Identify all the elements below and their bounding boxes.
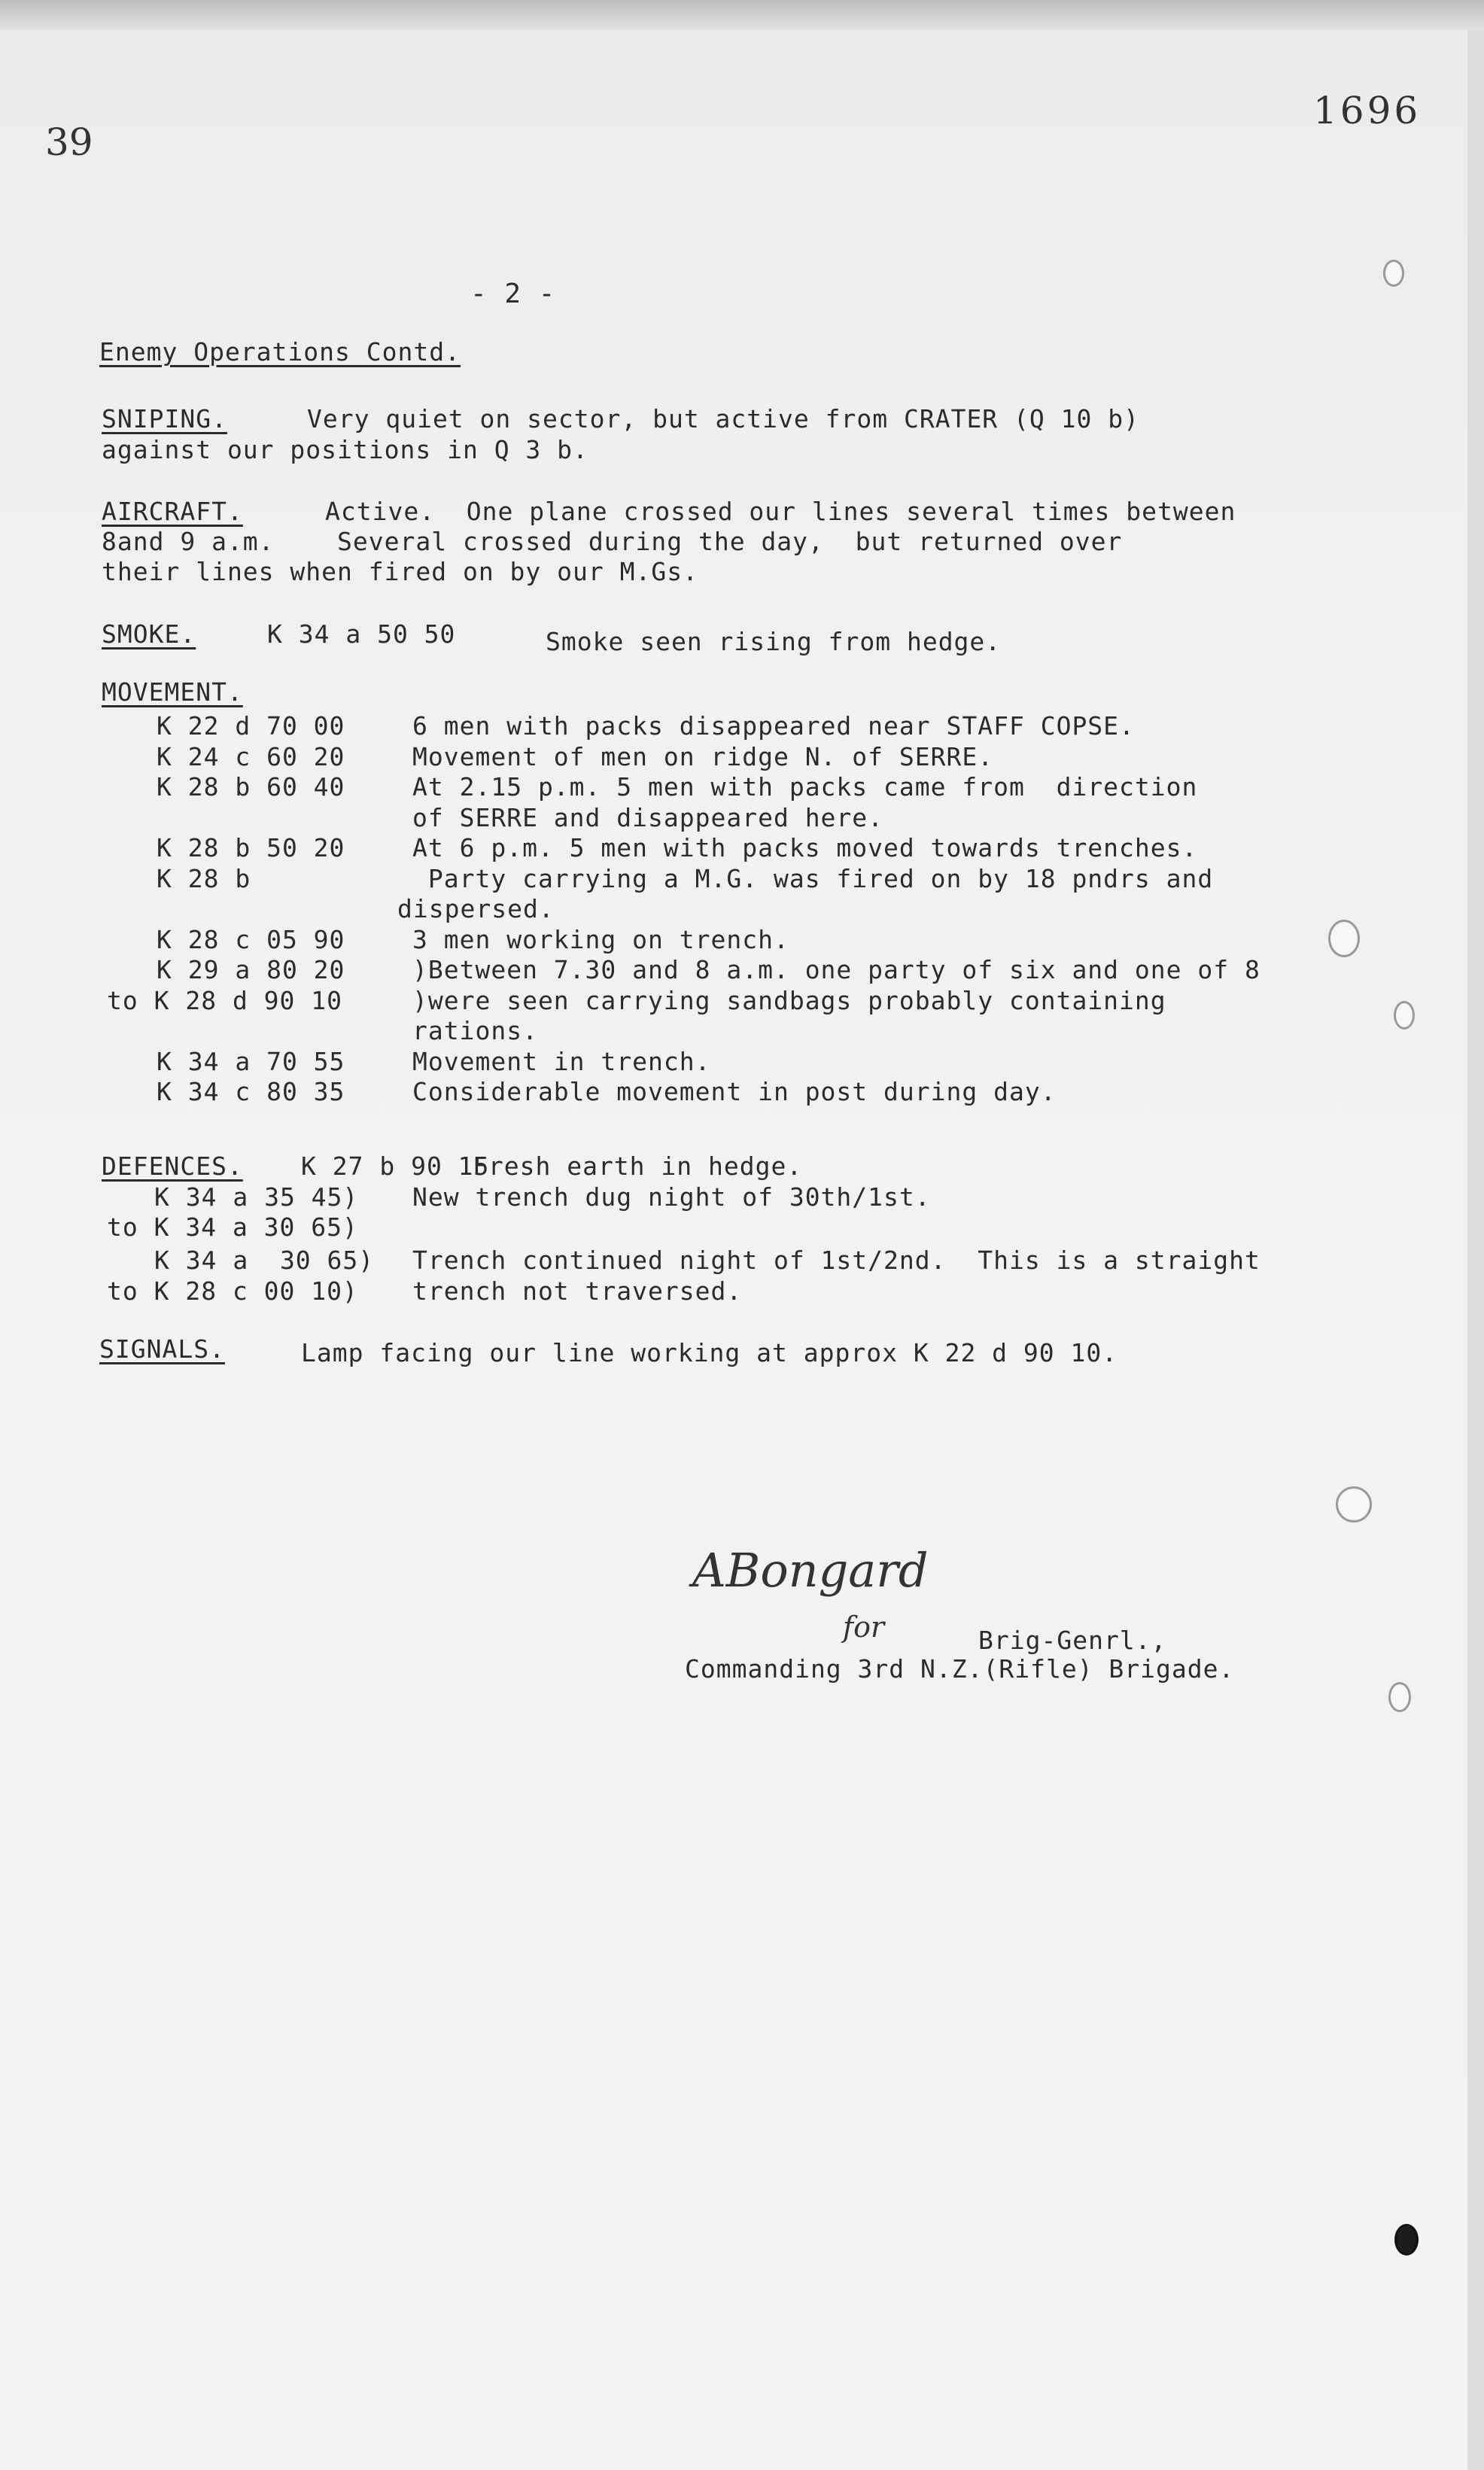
movement-text: Party carrying a M.G. was fired on by 18 pndrs and	[412, 863, 1214, 893]
for-mark: for	[843, 1611, 885, 1644]
defence-ref: K 27 b 90 15	[301, 1151, 490, 1181]
movement-text: Considerable movement in post during day.	[412, 1077, 1057, 1106]
movement-text: )Between 7.30 and 8 a.m. one party of six and one of 8	[412, 955, 1260, 984]
movement-text: )were seen carrying sandbags probably containing	[412, 985, 1166, 1015]
movement-ref: K 29 a 80 20	[157, 955, 345, 984]
movement-ref: K 34 c 80 35	[157, 1077, 345, 1106]
page-marker: - 2 -	[470, 278, 556, 309]
movement-text: 3 men working on trench.	[412, 924, 789, 954]
movement-ref: K 34 a 70 55	[157, 1046, 345, 1076]
aircraft-line-1: Active. One plane crossed our lines several times between	[325, 497, 1236, 526]
smoke-ref: K 34 a 50 50	[267, 619, 456, 649]
movement-text: Movement in trench.	[412, 1046, 711, 1076]
movement-label: MOVEMENT.	[102, 677, 243, 707]
smoke-label: SMOKE.	[102, 619, 196, 649]
signals-label: SIGNALS.	[99, 1334, 225, 1364]
movement-text: dispersed.	[397, 894, 555, 923]
punch-hole	[1328, 920, 1360, 957]
signatory-title: Brig-Genrl.,	[978, 1626, 1167, 1655]
punch-hole	[1336, 1486, 1372, 1522]
movement-text: of SERRE and disappeared here.	[412, 802, 884, 832]
movement-ref: K 28 b 50 20	[157, 833, 345, 862]
defence-text: trench not traversed.	[412, 1276, 743, 1306]
movement-ref: K 24 c 60 20	[157, 741, 345, 771]
defences-label: DEFENCES.	[102, 1151, 243, 1181]
defence-ref: to K 28 c 00 10)	[107, 1276, 358, 1306]
punch-hole	[1383, 260, 1404, 287]
heading: Enemy Operations Contd.	[99, 337, 461, 367]
movement-ref: K 22 d 70 00	[157, 711, 345, 741]
page-number-left: 39	[45, 120, 93, 164]
defence-ref: to K 34 a 30 65)	[107, 1212, 358, 1242]
defence-text: Trench continued night of 1st/2nd. This is a straight	[412, 1246, 1260, 1275]
punch-hole	[1394, 1001, 1415, 1030]
defence-ref: K 34 a 30 65)	[154, 1246, 375, 1275]
folio-number: 1696	[1313, 89, 1422, 132]
punch-hole	[1394, 2224, 1419, 2256]
movement-ref: to K 28 d 90 10	[107, 985, 343, 1015]
smoke-text: Smoke seen rising from hedge.	[546, 627, 1002, 656]
aircraft-line-2: 8and 9 a.m. Several crossed during the day, but returned over	[102, 527, 1123, 556]
punch-hole	[1388, 1682, 1411, 1712]
defence-ref: K 34 a 35 45)	[154, 1182, 359, 1212]
movement-ref: K 28 c 05 90	[157, 924, 345, 954]
movement-text: Movement of men on ridge N. of SERRE.	[412, 741, 994, 771]
handwritten-signature: ABongard	[692, 1543, 929, 1598]
movement-text: At 2.15 p.m. 5 men with packs came from direction	[412, 772, 1198, 802]
movement-text: At 6 p.m. 5 men with packs moved towards trenches.	[412, 833, 1198, 862]
sniping-label: SNIPING.	[102, 404, 227, 433]
defence-text: Fresh earth in hedge.	[473, 1151, 803, 1181]
sniping-line-1: Very quiet on sector, but active from CRATER (Q 10 b)	[307, 404, 1139, 433]
sniping-line-2: against our positions in Q 3 b.	[102, 435, 588, 464]
signals-text: Lamp facing our line working at approx K 22 d 90 10.	[301, 1338, 1118, 1367]
top-edge	[0, 0, 1484, 30]
defence-text: New trench dug night of 30th/1st.	[412, 1182, 931, 1212]
movement-ref: K 28 b	[157, 863, 251, 893]
aircraft-label: AIRCRAFT.	[102, 497, 243, 526]
movement-ref: K 28 b 60 40	[157, 772, 345, 802]
movement-text: rations.	[412, 1016, 538, 1045]
signatory-unit: Commanding 3rd N.Z.(Rifle) Brigade.	[685, 1654, 1235, 1684]
movement-text: 6 men with packs disappeared near STAFF COPSE.	[412, 711, 1135, 741]
aircraft-line-3: their lines when fired on by our M.Gs.	[102, 557, 698, 586]
